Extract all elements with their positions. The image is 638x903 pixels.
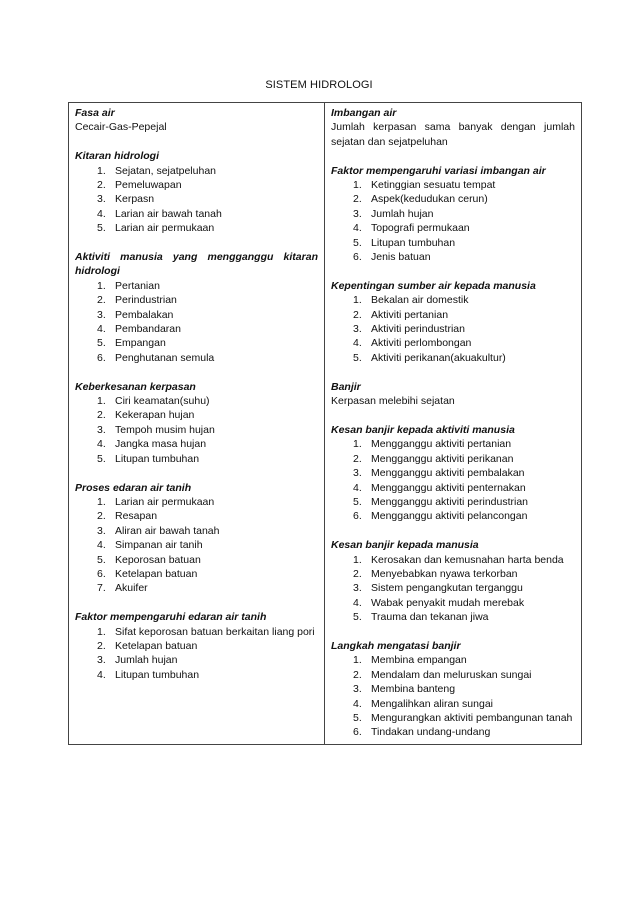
list-item-text: Trauma dan tekanan jiwa <box>371 611 489 624</box>
list-number: 3. <box>353 323 362 336</box>
list-item-text: Menyebabkan nyawa terkorban <box>371 567 518 580</box>
list-item-text: Aktiviti perikanan(akuakultur) <box>371 351 506 364</box>
list-item-text: Jangka masa hujan <box>115 438 207 451</box>
content-table <box>68 102 582 745</box>
list-item-text: Perindustrian <box>115 294 177 307</box>
list-item-text: Aktiviti perlombongan <box>371 337 472 350</box>
list-number: 4. <box>97 323 106 336</box>
list-item <box>331 682 575 696</box>
list-number: 4. <box>97 207 106 220</box>
list-item-text: Ketelapan batuan <box>115 567 198 580</box>
section-title: Kepentingan sumber air kepada manusia <box>331 279 536 292</box>
section <box>75 380 318 466</box>
list-number: 1. <box>353 294 362 307</box>
right-column <box>325 103 582 745</box>
list-item <box>75 279 318 293</box>
list-item <box>331 336 575 350</box>
list-item <box>75 351 318 365</box>
list-item <box>75 639 318 653</box>
list-item <box>75 207 318 221</box>
list-item <box>75 308 318 322</box>
list-item-text: Mendalam dan meluruskan sungai <box>371 668 532 681</box>
list-item <box>331 322 575 336</box>
list-item-text: Mengganggu aktiviti pertanian <box>371 438 512 451</box>
section-title: Proses edaran air tanih <box>75 481 192 494</box>
list-number: 1. <box>97 625 106 638</box>
list-item <box>75 452 318 466</box>
numbered-list <box>331 437 575 523</box>
list-item-text: Simpanan air tanih <box>115 539 203 552</box>
list-item <box>331 596 575 610</box>
list-number: 2. <box>353 452 362 465</box>
section-text: Cecair-Gas-Pepejal <box>75 121 167 134</box>
section-title: Faktor mempengaruhi edaran air tanih <box>75 611 267 624</box>
list-item-text: Sifat keporosan batuan berkaitan liang pori <box>115 625 315 638</box>
list-item <box>331 221 575 235</box>
list-item <box>331 567 575 581</box>
numbered-list <box>331 293 575 365</box>
list-item-text: Wabak penyakit mudah merebak <box>371 596 525 609</box>
list-number: 4. <box>353 697 362 710</box>
list-number: 3. <box>97 654 106 667</box>
list-item-text: Ketinggian sesuatu tempat <box>371 179 496 192</box>
list-number: 6. <box>97 351 106 364</box>
list-item <box>331 236 575 250</box>
list-item-text: Larian air permukaan <box>115 495 215 508</box>
list-item <box>75 164 318 178</box>
numbered-list <box>75 495 318 596</box>
section <box>75 481 318 596</box>
list-number: 5. <box>97 337 106 350</box>
list-number: 5. <box>353 711 362 724</box>
list-item <box>75 581 318 595</box>
list-number: 3. <box>353 582 362 595</box>
list-item-text: Aktiviti perindustrian <box>371 323 465 336</box>
list-number: 1. <box>97 395 106 408</box>
page-title: SISTEM HIDROLOGI <box>265 79 373 91</box>
section-title: Banjir <box>331 380 361 393</box>
list-number: 4. <box>353 337 362 350</box>
list-number: 6. <box>353 726 362 739</box>
section <box>331 639 575 740</box>
list-number: 1. <box>97 279 106 292</box>
list-item <box>331 250 575 264</box>
list-number: 4. <box>353 596 362 609</box>
list-item <box>75 538 318 552</box>
list-number: 2. <box>97 409 106 422</box>
list-item <box>331 293 575 307</box>
list-item-text: Aktiviti pertanian <box>371 308 449 321</box>
list-number: 6. <box>353 510 362 523</box>
list-item-text: Sejatan, sejatpeluhan <box>115 164 216 177</box>
section-title: Kesan banjir kepada aktiviti manusia <box>331 423 515 436</box>
list-item <box>75 437 318 451</box>
list-number: 1. <box>97 164 106 177</box>
list-number: 2. <box>97 294 106 307</box>
list-item <box>75 553 318 567</box>
section-title: Keberkesanan kerpasan <box>75 380 196 393</box>
list-number: 2. <box>97 510 106 523</box>
list-item <box>75 192 318 206</box>
list-item-text: Jumlah hujan <box>371 207 434 220</box>
list-item-text: Mengalihkan aliran sungai <box>371 697 493 710</box>
list-item-text: Membina banteng <box>371 683 456 696</box>
section <box>331 538 575 624</box>
list-item-text: Mengganggu aktiviti perindustrian <box>371 495 529 508</box>
section-text: Jumlah kerpasan sama banyak dengan jumlah sejatan dan sejatpeluhan <box>331 121 575 148</box>
list-item-text: Pembalakan <box>115 308 174 321</box>
list-item-text: Jenis batuan <box>371 251 431 264</box>
list-item <box>331 351 575 365</box>
list-item-text: Tindakan undang-undang <box>371 726 491 739</box>
list-item <box>75 495 318 509</box>
section-title: Imbangan air <box>331 107 397 119</box>
numbered-list <box>75 625 318 683</box>
list-number: 3. <box>353 467 362 480</box>
list-number: 5. <box>353 611 362 624</box>
list-item-text: Sistem pengangkutan terganggu <box>371 582 523 595</box>
list-item <box>75 221 318 235</box>
section <box>331 423 575 524</box>
list-item <box>331 553 575 567</box>
list-number: 6. <box>353 251 362 264</box>
list-item <box>331 610 575 624</box>
section-title: Faktor mempengaruhi variasi imbangan air <box>331 164 546 177</box>
list-item <box>75 322 318 336</box>
list-number: 7. <box>97 582 106 595</box>
list-item-text: Tempoh musim hujan <box>115 423 215 436</box>
list-item <box>331 192 575 206</box>
list-number: 2. <box>97 179 106 192</box>
numbered-list <box>75 394 318 466</box>
list-item <box>75 408 318 422</box>
list-item <box>331 207 575 221</box>
list-item-text: Membina empangan <box>371 654 467 667</box>
section <box>331 279 575 365</box>
section <box>331 106 575 149</box>
numbered-list <box>331 553 575 625</box>
list-number: 4. <box>97 539 106 552</box>
list-number: 2. <box>353 308 362 321</box>
list-item <box>331 178 575 192</box>
numbered-list <box>75 279 318 365</box>
section-title: Kesan banjir kepada manusia <box>331 539 479 552</box>
list-item <box>75 524 318 538</box>
list-item-text: Ciri keamatan(suhu) <box>115 395 210 408</box>
list-item-text: Pemeluwapan <box>115 179 182 192</box>
list-item <box>75 423 318 437</box>
list-number: 5. <box>353 351 362 364</box>
section <box>331 164 575 265</box>
list-item-text: Mengganggu aktiviti penternakan <box>371 481 526 494</box>
section <box>75 610 318 682</box>
list-item <box>75 178 318 192</box>
list-item <box>75 394 318 408</box>
list-number: 2. <box>353 567 362 580</box>
list-item <box>331 509 575 523</box>
list-item <box>75 293 318 307</box>
numbered-list <box>331 653 575 739</box>
list-item <box>331 581 575 595</box>
list-item-text: Empangan <box>115 337 166 350</box>
list-number: 3. <box>353 207 362 220</box>
section-title: Aktiviti manusia yang mengganggu kitaran hidrologi <box>75 251 318 278</box>
list-item-text: Litupan tumbuhan <box>115 668 200 681</box>
list-number: 1. <box>97 495 106 508</box>
list-item-text: Kekerapan hujan <box>115 409 195 422</box>
list-number: 5. <box>353 495 362 508</box>
list-number: 4. <box>353 222 362 235</box>
list-item <box>331 697 575 711</box>
list-item <box>331 437 575 451</box>
list-item-text: Bekalan air domestik <box>371 294 469 307</box>
list-item <box>331 653 575 667</box>
list-item-text: Larian air permukaan <box>115 222 215 235</box>
list-item-text: Litupan tumbuhan <box>115 452 200 465</box>
list-item-text: Topografi permukaan <box>371 222 470 235</box>
section-title: Fasa air <box>75 107 115 119</box>
list-item-text: Pembandaran <box>115 323 181 336</box>
list-item-text: Mengganggu aktiviti pelancongan <box>371 510 528 523</box>
list-number: 2. <box>353 668 362 681</box>
section <box>75 250 318 365</box>
list-number: 6. <box>97 567 106 580</box>
list-number: 2. <box>353 193 362 206</box>
numbered-list <box>75 164 318 236</box>
list-number: 5. <box>97 553 106 566</box>
list-item-text: Mengurangkan aktiviti pembangunan tanah <box>371 711 573 724</box>
list-item-text: Larian air bawah tanah <box>115 207 222 220</box>
section <box>75 106 318 135</box>
list-item <box>75 509 318 523</box>
list-number: 4. <box>97 668 106 681</box>
list-item <box>75 668 318 682</box>
list-number: 2. <box>97 639 106 652</box>
list-number: 3. <box>97 308 106 321</box>
section <box>331 380 575 409</box>
list-number: 5. <box>97 452 106 465</box>
list-item <box>331 481 575 495</box>
list-number: 4. <box>353 481 362 494</box>
list-item-text: Aspek(kedudukan cerun) <box>371 193 488 206</box>
list-item <box>331 466 575 480</box>
list-item-text: Akuifer <box>115 582 148 595</box>
list-item-text: Kerosakan dan kemusnahan harta benda <box>371 553 564 566</box>
section <box>75 149 318 235</box>
list-item-text: Ketelapan batuan <box>115 639 198 652</box>
list-item-text: Penghutanan semula <box>115 351 215 364</box>
list-item-text: Litupan tumbuhan <box>371 236 456 249</box>
list-number: 1. <box>353 179 362 192</box>
table-row <box>69 103 582 745</box>
section-text: Kerpasan melebihi sejatan <box>331 395 455 408</box>
list-item-text: Mengganggu aktiviti perikanan <box>371 452 514 465</box>
left-column <box>69 103 325 745</box>
list-number: 1. <box>353 438 362 451</box>
list-number: 3. <box>353 683 362 696</box>
section-title: Langkah mengatasi banjir <box>331 639 461 652</box>
list-item-text: Keporosan batuan <box>115 553 201 566</box>
list-item-text: Aliran air bawah tanah <box>115 524 220 537</box>
list-item <box>331 452 575 466</box>
list-number: 1. <box>353 553 362 566</box>
list-number: 4. <box>97 438 106 451</box>
list-item <box>331 725 575 739</box>
list-number: 3. <box>97 423 106 436</box>
list-item <box>331 308 575 322</box>
list-item-text: Kerpasn <box>115 193 155 206</box>
list-item <box>75 625 318 639</box>
list-number: 3. <box>97 524 106 537</box>
list-item <box>331 711 575 725</box>
list-item <box>331 495 575 509</box>
list-number: 5. <box>97 222 106 235</box>
list-item <box>75 336 318 350</box>
list-item <box>331 668 575 682</box>
section-title: Kitaran hidrologi <box>75 150 159 163</box>
list-item <box>75 567 318 581</box>
list-item-text: Jumlah hujan <box>115 654 178 667</box>
list-item-text: Pertanian <box>115 279 160 292</box>
list-number: 1. <box>353 654 362 667</box>
list-number: 5. <box>353 236 362 249</box>
list-item-text: Mengganggu aktiviti pembalakan <box>371 467 525 480</box>
list-item-text: Resapan <box>115 510 158 523</box>
numbered-list <box>331 178 575 264</box>
list-item <box>75 653 318 667</box>
list-number: 3. <box>97 193 106 206</box>
